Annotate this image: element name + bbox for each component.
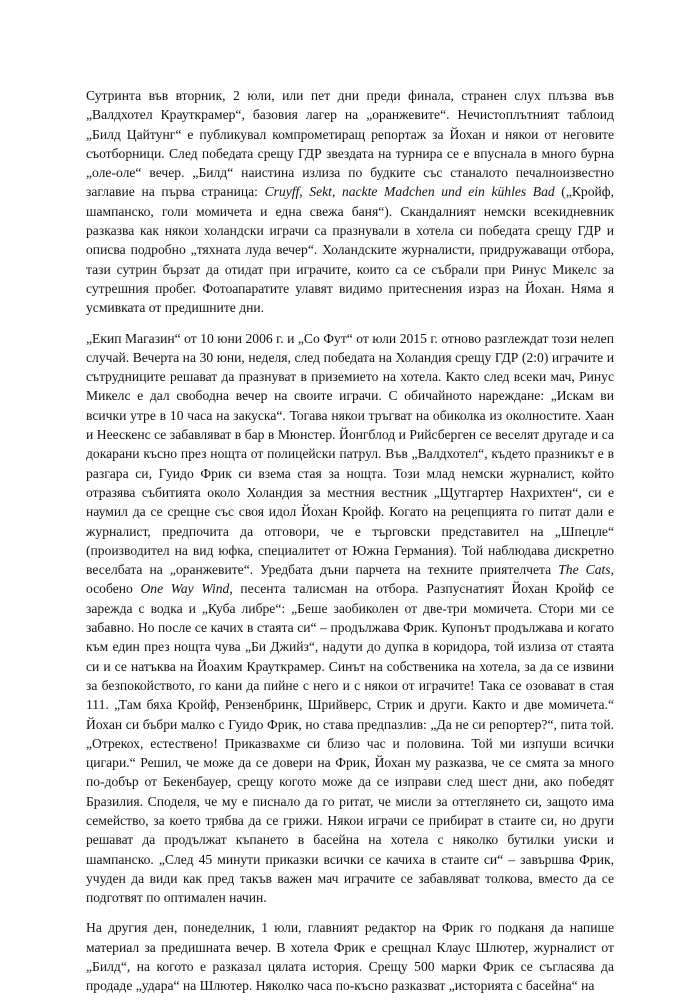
document-page bbox=[86, 86, 614, 1007]
text-run: „Екип Магазин“ от 10 юни 2006 г. и „Со Фут“ от юли 2015 г. отново разглеждат този нелеп случай. Вечерта на 30 юни, неделя, след победата на Холандия срещу ГДР (2:0) играчите и сътрудниците решават да празнуват в приземието на хотела. Както след всеки мач, Ринус Микелс е дал свободна вечер на своите играчи. С обичайното нареждане: „Искам ви всички утре в 10 часа на закуска“. Тогава някои тръгват на обиколка из околностите. Хаан и Неескенс се забавляват в бар в Мюнстер. Йонгблод и Рийсберген се веселят другаде и са докарани късно през нощта от полицейски патрул. Във „Валдхотел“, където празникът е в разгара си, Гуидо Фрик си взема стая за нощта. Този млад немски журналист, който отразява събитията около Холандия за местния вестник „Щутгартер Нахрихтен“, си е наумил да се срещне със своя идол Йохан Кройф. Когато на рецепцията го питат дали е журналист, предпочита да отговори, че е търговски представител на „Шпецле“ (производител на вид юфка, специалитет от Южна Германия). Той наблюдава дискретно веселбата на „оранжевите“. Уредбата дъни парчета на техните приятелчета bbox=[86, 330, 614, 578]
paragraph bbox=[86, 86, 614, 318]
text-run: („Кройф, шампанско, голи момичета и една свежа баня“). Скандалният немски всекидневник разказва как някои холандски играчи са празнували в хотела си победата срещу ГДР и описва подробно „тяхната луда вечер“. Холандските журналисти, придружаващи отбора, тази сутрин бързат да отидат при играчите, които са се събрали при Ринус Микелс за сутрешния пробег. Фотоапаратите улавят видимо притеснения израз на Йохан. Няма я усмивката от предишните дни. bbox=[86, 184, 614, 316]
italic-text-run: One Way Wind bbox=[140, 581, 230, 597]
text-run: , особено bbox=[86, 562, 614, 597]
text-run: , песента талисман на отбора. Разпуснатият Йохан Кройф се зарежда с водка и „Куба либре“: „Беше заобиколен от две-три момичета. Стори ми се забавно. Но после се качих в стаята си“ – продължава Фрик. Купонът продължава и когато към един през нощта чува „Би Джийз“, надути до дупка в коридора, той излиза от стаята си и се натъква на Йоахим Крауткрамер. Синът на собственика на хотела, за да се извини за безпокойството, го кани да пийне с него и с някои от играчите! Така се озовават в стая 111. „Там бяха Кройф, Рензенбринк, Шрийверс, Стрик и други. Както и две момичета.“ Йохан си бъбри малко с Гуидо Фрик, но става предпазлив: „Да не си репортер?“, пита той. „Отрекох, естествено! Приказвахме си близо час и половина. Той ми изпуши всички цигари.“ Решил, че може да се довери на Фрик, Йохан му разказва, че се смята за много по-добър от Бекенбауер, срещу когото може да се изправи след шест дни, ако победят Бразилия. Споделя, че му е писнало да го ритат, че мисли за оттеглянето си, защото има семейство, за което трябва да се грижи. Някои играчи се прибират в стаите си, но други решават да продължат къпането в басейна на хотела с няколко бутилки уиски и шампанско. „След 45 минути приказки всички се качиха в стаите си“ – завършва Фрик, учуден да види как пред такъв важен мач играчите се забавляват толкова, вместо да се подготвят по оптимален начин. bbox=[86, 581, 614, 906]
text-run: Сутринта във вторник, 2 юли, или пет дни преди финала, странен слух плъзва във „Валдхотел Крауткрамер“, базовия лагер на „оранжевите“. Нечистоплътният таблоид „Билд Цайтунг“ е публикувал компрометиращ репортаж за Йохан и някои от неговите съотборници. След победата срещу ГДР звездата на турнира се е впуснала в много бурна „оле-оле“ вечер. „Билд“ наистина излиза по будките със станалото печалноизвестно заглавие на първа страница: bbox=[86, 88, 614, 200]
paragraph bbox=[86, 329, 614, 908]
italic-text-run: The Cats bbox=[558, 562, 611, 578]
text-run: На другия ден, понеделник, 1 юли, главният редактор на Фрик го подканя да напише материал за предишната вечер. В хотела Фрик е срещнал Клаус Шлютер, журналист от „Билд“, на когото е разказал цялата история. Срещу 500 марки Фрик се съгласява да продаде „удара“ на Шлютер. Няколко часа по-късно разказват „историята с басейна“ на bbox=[86, 920, 614, 994]
paragraph bbox=[86, 918, 614, 995]
italic-text-run: Cruyff, Sekt, nackte Madchen und ein kühles Bad bbox=[264, 184, 555, 200]
